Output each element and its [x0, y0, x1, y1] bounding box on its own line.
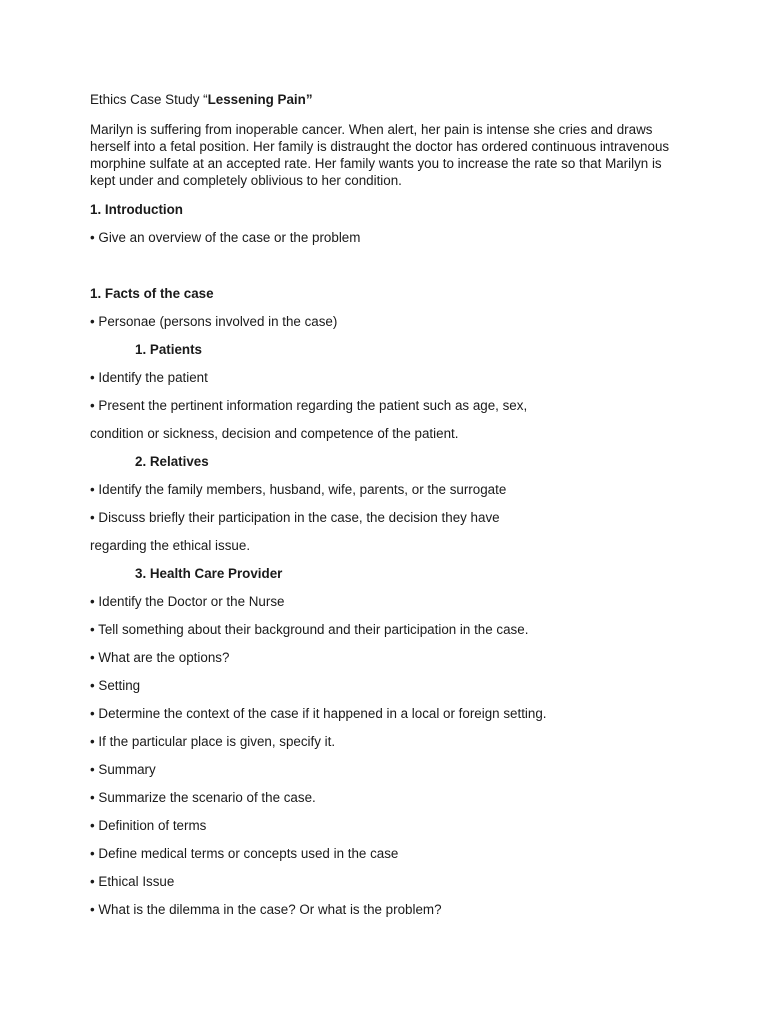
relatives-bullet-2: • Discuss briefly their participation in the case, the decision they have	[90, 510, 500, 525]
patients-heading: 1. Patients	[135, 342, 202, 357]
definition-bullet-1: • Define medical terms or concepts used in the case	[90, 846, 399, 861]
patients-bullet-1: • Identify the patient	[90, 370, 208, 385]
provider-heading: 3. Health Care Provider	[135, 566, 283, 581]
relatives-heading: 2. Relatives	[135, 454, 209, 469]
ethical-issue-bullet-1: • What is the dilemma in the case? Or what is the problem?	[90, 902, 442, 917]
summary-bullet: • Summary	[90, 762, 156, 777]
patients-bullet-2: • Present the pertinent information regarding the patient such as age, sex,	[90, 398, 528, 413]
intro-paragraph: Marilyn is suffering from inoperable cancer. When alert, her pain is intense she cries and draws herself into a fetal position. Her family is distraught the doctor has ordered continuous intravenous morphine sulfate at an accepted rate. Her family wants you to increase the rate so that Marilyn is kept under and completely oblivious to her condition.	[90, 122, 670, 188]
title-prefix: Ethics Case Study “	[90, 92, 208, 107]
setting-bullet-1: • Determine the context of the case if it happened in a local or foreign setting.	[90, 706, 547, 721]
setting-bullet-2: • If the particular place is given, specify it.	[90, 734, 336, 749]
facts-heading: 1. Facts of the case	[90, 286, 214, 301]
introduction-heading: 1. Introduction	[90, 202, 183, 217]
relatives-bullet-1: • Identify the family members, husband, wife, parents, or the surrogate	[90, 482, 507, 497]
options-bullet: • What are the options?	[90, 650, 230, 665]
setting-bullet: • Setting	[90, 678, 141, 693]
patients-bullet-2-cont: condition or sickness, decision and competence of the patient.	[90, 426, 459, 441]
ethical-issue-bullet: • Ethical Issue	[90, 874, 175, 889]
definition-bullet: • Definition of terms	[90, 818, 207, 833]
provider-bullet-1: • Identify the Doctor or the Nurse	[90, 594, 285, 609]
summary-bullet-1: • Summarize the scenario of the case.	[90, 790, 316, 805]
provider-bullet-2: • Tell something about their background and their participation in the case.	[90, 622, 529, 637]
relatives-bullet-2-cont: regarding the ethical issue.	[90, 538, 251, 553]
introduction-bullet: • Give an overview of the case or the problem	[90, 230, 361, 245]
title-bold: Lessening Pain”	[207, 92, 313, 107]
personae-bullet: • Personae (persons involved in the case)	[90, 314, 338, 329]
document-title	[90, 92, 313, 108]
